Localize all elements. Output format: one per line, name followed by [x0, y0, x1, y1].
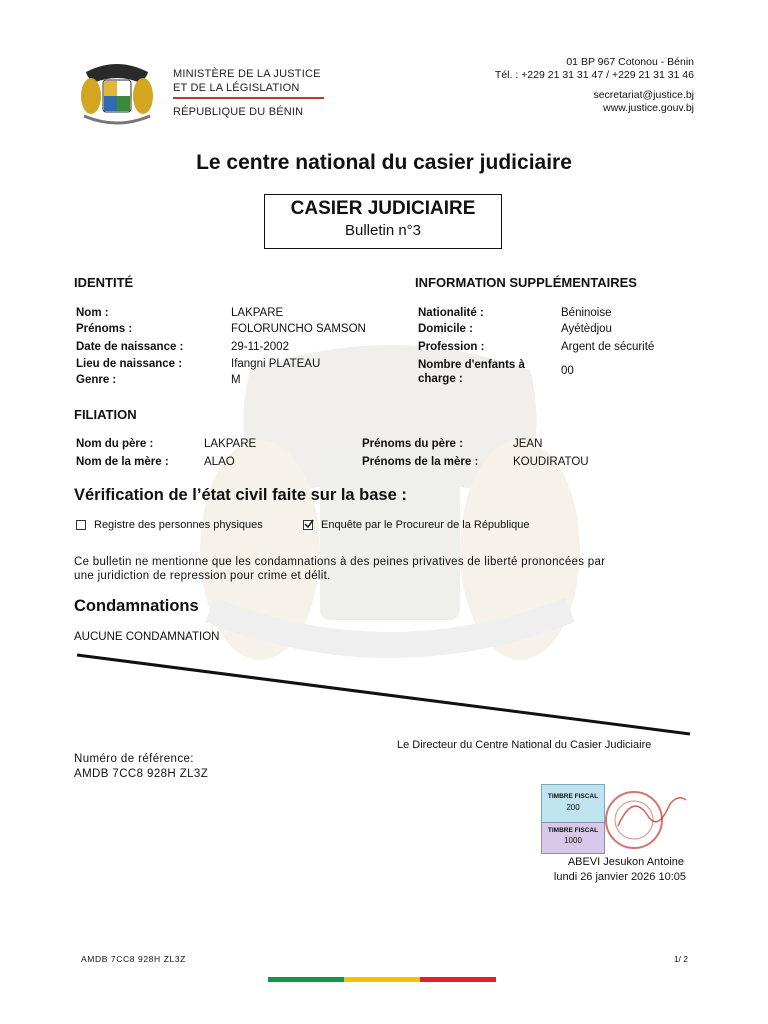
- naissance-label: Date de naissance :: [76, 341, 184, 353]
- condamnations-heading: Condamnations: [74, 597, 199, 615]
- check-icon: [304, 519, 314, 529]
- prenoms-mere-value: KOUDIRATOU: [513, 456, 589, 468]
- signature-date: lundi 26 janvier 2026 10:05: [553, 871, 686, 883]
- info-heading: INFORMATION SUPPLÉMENTAIRES: [415, 275, 637, 290]
- nom-label: Nom :: [76, 307, 109, 319]
- ministry-line-1: MINISTÈRE DE LA JUSTICE: [173, 68, 321, 80]
- identite-heading: IDENTITÉ: [74, 275, 134, 290]
- prenoms-mere-label: Prénoms de la mère :: [362, 456, 479, 468]
- nationalite-value: Béninoise: [561, 307, 612, 319]
- contact-block: [495, 56, 694, 115]
- fiscal-stamp-1000: [541, 822, 605, 854]
- flag-green: [268, 977, 344, 982]
- reference-label: Numéro de référence:: [74, 753, 194, 765]
- flag-bar: [268, 977, 496, 982]
- bulletin-note-line-2: une juridiction de repression pour crime et délit.: [74, 570, 331, 582]
- page-title: Le centre national du casier judiciaire: [196, 151, 572, 174]
- casier-title: CASIER JUDICIAIRE: [290, 198, 476, 219]
- bulletin-note: [74, 555, 605, 583]
- registre-label: Registre des personnes physiques: [94, 519, 263, 531]
- watermark-emblem: [190, 330, 590, 690]
- domicile-value: Ayétèdjou: [561, 323, 612, 335]
- domicile-label: Domicile :: [418, 323, 473, 335]
- profession-label: Profession :: [418, 341, 485, 353]
- nationalite-label: Nationalité :: [418, 307, 484, 319]
- prenoms-pere-label: Prénoms du père :: [362, 438, 463, 450]
- ministry-divider: [173, 97, 324, 99]
- coat-of-arms-icon: [76, 58, 158, 128]
- filiation-heading: FILIATION: [74, 407, 137, 422]
- stamp-200-value: 200: [566, 803, 580, 812]
- pere-label: Nom du père :: [76, 438, 154, 450]
- naissance-value: 29-11-2002: [231, 341, 289, 353]
- mere-value: ALAO: [204, 456, 235, 468]
- republic-name: RÉPUBLIQUE DU BÉNIN: [173, 106, 304, 118]
- fiscal-stamp-200: [541, 784, 605, 824]
- registre-checkbox[interactable]: [76, 520, 86, 530]
- address: 01 BP 967 Cotonou - Bénin: [566, 56, 694, 68]
- prenoms-label: Prénoms :: [76, 323, 133, 335]
- enfants-label-line-1: Nombre d'enfants à: [418, 359, 525, 371]
- lieu-value: Ifangni PLATEAU: [231, 358, 321, 370]
- flag-red: [420, 977, 496, 982]
- prenoms-pere-value: JEAN: [513, 438, 543, 450]
- footer-reference: AMDB 7CC8 928H ZL3Z: [81, 954, 186, 964]
- genre-value: M: [231, 374, 241, 386]
- verification-heading: Vérification de l’état civil faite sur la base :: [74, 486, 407, 504]
- enquete-checkbox[interactable]: [303, 520, 313, 530]
- page-number: 1/ 2: [673, 954, 688, 964]
- stamp-200-title: TIMBRE FISCAL: [547, 793, 599, 800]
- official-seal-signature: [598, 782, 690, 854]
- ministry-line-2: ET DE LA LÉGISLATION: [173, 82, 300, 94]
- prenoms-value: FOLORUNCHO SAMSON: [231, 323, 366, 335]
- casier-subtitle: Bulletin n°3: [344, 222, 422, 239]
- profession-value: Argent de sécurité: [561, 341, 655, 353]
- flag-yellow: [344, 977, 420, 982]
- stamp-1000-value: 1000: [564, 836, 582, 845]
- enquete-label: Enquête par le Procureur de la République: [321, 519, 530, 531]
- casier-box: [264, 194, 502, 249]
- nom-value: LAKPARE: [231, 307, 284, 319]
- bulletin-note-line-1: Ce bulletin ne mentionne que les condamnations à des peines privatives de liberté prononcées par: [74, 556, 606, 568]
- enfants-value: 00: [561, 365, 574, 377]
- mere-label: Nom de la mère :: [76, 456, 169, 468]
- stamp-1000-title: TIMBRE FISCAL: [547, 827, 599, 834]
- signatory-name: ABEVI Jesukon Antoine: [567, 856, 684, 868]
- phone: Tél. : +229 21 31 31 47 / +229 21 31 31 46: [494, 69, 694, 81]
- enfants-label-line-2: charge :: [418, 373, 463, 385]
- lieu-label: Lieu de naissance :: [76, 358, 183, 370]
- pere-value: LAKPARE: [204, 438, 257, 450]
- option-enquete: [303, 519, 530, 531]
- reference-block: [74, 752, 208, 782]
- email-link[interactable]: secretariat@justice.bj: [593, 89, 694, 101]
- genre-label: Genre :: [76, 374, 117, 386]
- director-title: Le Directeur du Centre National du Casier Judiciaire: [397, 739, 652, 751]
- ministry-name: [173, 67, 321, 95]
- website-link[interactable]: www.justice.gouv.bj: [603, 102, 694, 114]
- condamnations-value: AUCUNE CONDAMNATION: [74, 631, 220, 643]
- option-registre: [76, 519, 263, 531]
- reference-value: AMDB 7CC8 928H ZL3Z: [74, 768, 209, 780]
- enfants-label: [418, 358, 525, 386]
